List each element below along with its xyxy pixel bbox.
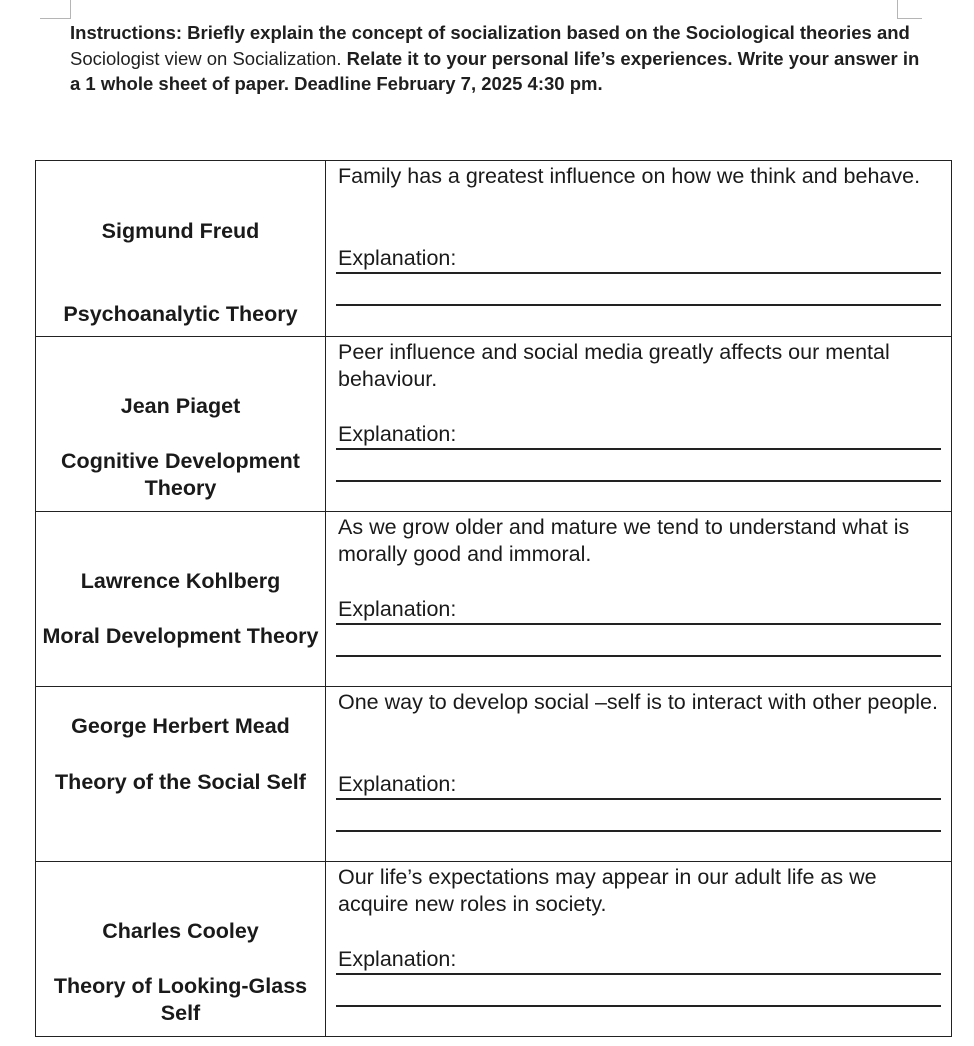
theory-name: Theory of the Social Self [55, 770, 306, 794]
theorist-cell [36, 337, 326, 512]
theory-name: Psychoanalytic Theory [63, 302, 298, 326]
answer-line[interactable] [336, 973, 941, 975]
statement-text: Our life’s expectations may appear in our adult life as we acquire new roles in society. [338, 865, 877, 916]
theorist-name: Sigmund Freud [101, 219, 260, 243]
instructions-part2: Sociologist view on Socialization. [70, 47, 347, 69]
answer-line[interactable] [336, 830, 941, 832]
statement-text: As we grow older and mature we tend to understand what is morally good and immoral. [338, 515, 910, 566]
table-row [36, 161, 952, 337]
theories-table [35, 160, 952, 1037]
theorist-name: Jean Piaget [120, 394, 241, 418]
explanation-label: Explanation: [338, 772, 457, 796]
theorist-name: Lawrence Kohlberg [80, 569, 281, 593]
explanation-label: Explanation: [338, 422, 457, 446]
statement-text: Peer influence and social media greatly affects our mental behaviour. [338, 340, 890, 391]
page-corner-mark-left [40, 0, 71, 19]
answer-line[interactable] [336, 304, 941, 306]
table-row [36, 512, 952, 687]
theorist-name: Charles Cooley [102, 919, 259, 943]
answer-line[interactable] [336, 655, 941, 657]
statement-cell [326, 512, 952, 687]
answer-line[interactable] [336, 480, 941, 482]
answer-line[interactable] [336, 272, 941, 274]
instructions-text [70, 20, 930, 97]
explanation-label: Explanation: [338, 246, 457, 270]
theorist-cell [36, 862, 326, 1037]
statement-text: Family has a greatest influence on how we think and behave. [338, 164, 921, 188]
statement-text: One way to develop social –self is to interact with other people. [338, 690, 938, 714]
table-row [36, 862, 952, 1037]
table-row [36, 687, 952, 862]
instructions-part3: Relate it to your personal life’s experiences. Write your answer in a 1 whole sheet of paper. Deadline February 7, 2025 4:30 pm. [70, 47, 920, 94]
theory-name: Cognitive Development Theory [61, 449, 300, 500]
answer-line[interactable] [336, 448, 941, 450]
statement-cell [326, 862, 952, 1037]
answer-line[interactable] [336, 623, 941, 625]
theory-name: Theory of Looking-Glass Self [53, 974, 308, 1025]
theorist-cell [36, 512, 326, 687]
answer-line[interactable] [336, 1005, 941, 1007]
theory-name: Moral Development Theory [42, 624, 319, 648]
theorist-name: George Herbert Mead [71, 714, 290, 738]
page-corner-mark-right [897, 0, 922, 19]
statement-cell [326, 687, 952, 862]
instructions-part1: Instructions: Briefly explain the concept of socialization based on the Sociological theories and [70, 22, 910, 43]
theorist-cell [36, 161, 326, 337]
answer-line[interactable] [336, 798, 941, 800]
statement-cell [326, 337, 952, 512]
explanation-label: Explanation: [338, 597, 457, 621]
statement-cell [326, 161, 952, 337]
theorist-cell [36, 687, 326, 862]
table-row [36, 337, 952, 512]
explanation-label: Explanation: [338, 947, 457, 971]
